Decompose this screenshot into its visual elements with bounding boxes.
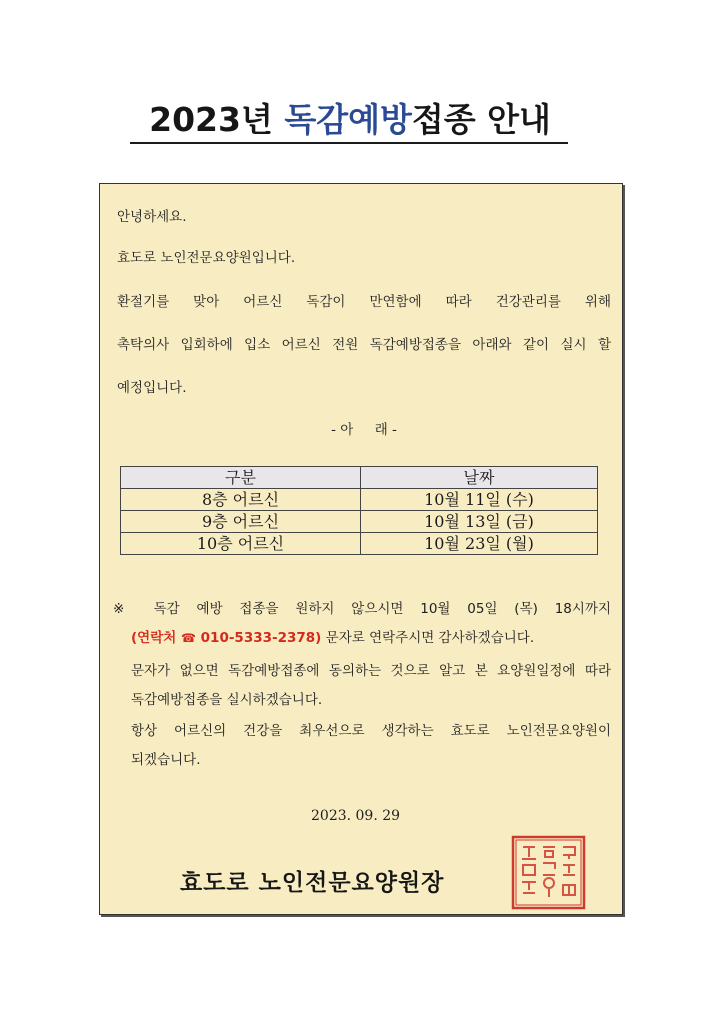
notice-line-4: 독감예방접종을 실시하겠습니다. <box>131 692 323 708</box>
paragraph-line-1: 환절기를 맞아 어르신 독감이 만연함에 따라 건강관리를 위해 <box>117 294 611 310</box>
notice-line-5: 항상 어르신의 건강을 최우선으로 생각하는 효도로 노인전문요양원이 <box>131 723 611 739</box>
paragraph-line-2: 촉탁의사 입회하에 입소 어르신 전원 독감예방접종을 아래와 같이 실시 할 <box>117 337 611 353</box>
title-suffix: 접종 안내 <box>411 100 551 139</box>
paragraph-line-3: 예정입니다. <box>117 380 187 396</box>
notice-line-2-rest: 문자로 연락주시면 감사하겠습니다. <box>321 630 535 646</box>
notice-line-1: ※ 독감 예방 접종을 원하지 않으시면 10월 05일 (목) 18시까지 <box>113 601 611 617</box>
notice-line-3: 문자가 없으면 독감예방접종에 동의하는 것으로 알고 본 요양원일정에 따라 <box>131 663 611 679</box>
row-group: 10층 어르신 <box>121 533 361 555</box>
table-row <box>121 489 598 511</box>
row-date: 10월 13일 (금) <box>361 511 598 533</box>
signature: 효도로 노인전문요양원장 <box>180 870 445 896</box>
table-header-row <box>121 467 598 489</box>
phone-icon: ☎ <box>181 631 196 645</box>
table-row <box>121 533 598 555</box>
row-group: 8층 어르신 <box>121 489 361 511</box>
notice-line-2 <box>131 626 534 646</box>
header-group: 구분 <box>121 467 361 489</box>
org-intro: 효도로 노인전문요양원입니다. <box>117 250 296 266</box>
row-date: 10월 23일 (월) <box>361 533 598 555</box>
contact-number: 010-5333-2378) <box>195 630 322 646</box>
notice-line-6: 되겠습니다. <box>131 752 201 768</box>
greeting: 안녕하세요. <box>117 209 187 225</box>
header-date: 날짜 <box>361 467 598 489</box>
contact-label: (연락처 <box>131 630 181 646</box>
title-prefix: 2023년 <box>149 100 285 139</box>
title-highlight: 독감예방 <box>284 100 412 139</box>
table-row <box>121 511 598 533</box>
official-seal-icon <box>511 835 586 910</box>
row-group: 9층 어르신 <box>121 511 361 533</box>
schedule-table <box>120 466 598 555</box>
document-date: 2023. 09. 29 <box>311 808 401 824</box>
below-marker: - 아 래 - <box>331 422 397 438</box>
title-underline <box>130 142 568 144</box>
page-title <box>130 98 570 142</box>
row-date: 10월 11일 (수) <box>361 489 598 511</box>
